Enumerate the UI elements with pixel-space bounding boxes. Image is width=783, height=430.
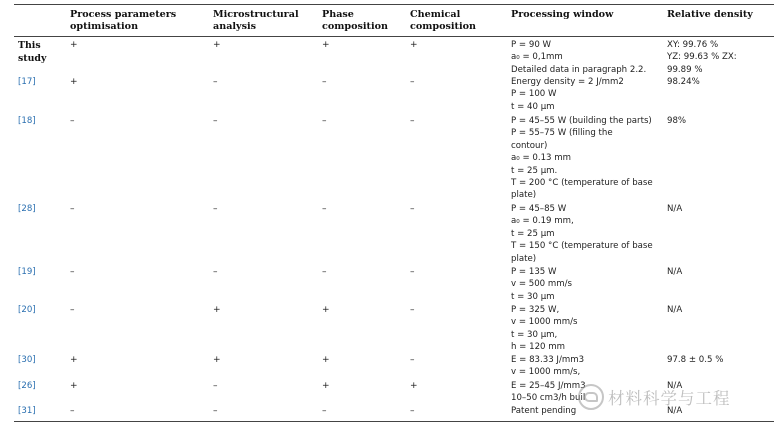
row-ref-link[interactable]: [31] [18,406,36,416]
processing-window-line: P = 135 W [511,267,557,277]
processing-window-line: a₀ = 0.13 mm [511,153,571,164]
row-ref-link[interactable]: [18] [18,116,36,126]
processing-window-line: t = 30 µm [511,291,555,302]
row-ref-link[interactable]: [30] [18,355,36,365]
row-c2-mark: – [213,267,218,277]
table-bottom-rule [14,421,774,422]
row-ref-link[interactable]: [19] [18,267,36,277]
relative-density-value: N/A [667,204,683,214]
row-c2-mark: – [213,406,218,416]
row-ref-link[interactable]: [20] [18,305,36,315]
header-chemical: Chemical composition [410,9,476,32]
row-c2-mark: + [213,40,221,50]
processing-window-line: v = 1000 mm/s [511,317,578,328]
processing-window-line: T = 150 °C (temperature of base [511,241,653,252]
row-c4-mark: – [410,116,415,126]
relative-density-value: N/A [667,381,683,391]
row-c1-mark: + [70,355,78,365]
processing-window-line: t = 30 µm, [511,329,558,340]
row-c3-mark: + [322,40,330,50]
processing-window-line: t = 25 µm. [511,165,558,176]
processing-window-line: E = 83.33 J/mm3 [511,355,585,365]
row-c2-mark: + [213,355,221,365]
row-c3-mark: + [322,381,330,391]
row-c1-mark: – [70,204,75,214]
row-c4-mark: – [410,204,415,214]
processing-window-line: P = 45–85 W [511,204,567,214]
processing-window-line: a₀ = 0,1mm [511,52,563,63]
relative-density-value: 99.89 % [667,64,703,75]
row-c4-mark: – [410,355,415,365]
row-c4-mark: + [410,381,418,391]
processing-window-line: P = 325 W, [511,305,560,315]
table-top-rule [14,4,774,5]
relative-density-value: YZ: 99.63 % ZX: [667,52,737,63]
row-c2-mark: – [213,77,218,87]
row-ref-link[interactable]: [26] [18,381,36,391]
row-c4-mark: + [410,40,418,50]
row-c3-mark: – [322,267,327,277]
row-c4-mark: – [410,77,415,87]
row-c1-mark: + [70,381,78,391]
relative-density-value: N/A [667,267,683,277]
header-processing-window: Processing window [511,9,614,20]
header-microstructural: Microstructural analysis [213,9,299,32]
processing-window-line: E = 25–45 J/mm3 [511,381,586,391]
processing-window-line: h = 120 mm [511,342,565,353]
processing-window-line: t = 25 µm [511,228,555,239]
processing-window-line: 10–50 cm3/h buil [511,393,586,404]
processing-window-line: P = 55–75 W (filling the [511,128,613,139]
row-c3-mark: – [322,406,327,416]
watermark-text: 材料科学与工程 [608,389,731,408]
header-relative-density: Relative density [667,9,753,20]
row-c3-mark: – [322,77,327,87]
processing-window-line: Energy density = 2 J/mm2 [511,77,624,87]
relative-density-value: 97.8 ± 0.5 % [667,355,724,365]
row-c2-mark: – [213,204,218,214]
row-c3-mark: + [322,355,330,365]
row-ref-link[interactable]: [28] [18,204,36,214]
processing-window-line: contour) [511,140,548,151]
processing-window-line: T = 200 °C (temperature of base [511,178,653,188]
row-c3-mark: – [322,116,327,126]
processing-window-line: a₀ = 0.19 mm, [511,216,574,227]
row-ref-this-study: This study [18,40,47,64]
row-c1-mark: – [70,267,75,277]
row-c3-mark: + [322,305,330,315]
row-c2-mark: – [213,116,218,126]
row-c4-mark: – [410,267,415,277]
row-c1-mark: – [70,305,75,315]
row-c4-mark: – [410,305,415,315]
relative-density-value: 98% [667,116,687,126]
row-c1-mark: + [70,40,78,50]
row-c2-mark: + [213,305,221,315]
row-c1-mark: + [70,77,78,87]
processing-window-line: Detailed data in paragraph 2.2. [511,64,647,75]
relative-density-value: 98.24% [667,77,700,87]
processing-window-line: P = 45–55 W (building the parts) [511,116,652,126]
processing-window-line: plate) [511,190,537,201]
processing-window-line: plate) [511,253,537,264]
row-ref-link[interactable]: [17] [18,77,36,87]
wechat-icon [578,384,604,410]
row-c1-mark: – [70,406,75,416]
relative-density-value: N/A [667,305,683,315]
relative-density-value: XY: 99.76 % [667,40,719,50]
watermark [578,384,731,410]
processing-window-line: Patent pending [511,406,577,416]
processing-window-line: t = 40 µm [511,101,555,112]
relative-density-value: N/A [667,406,683,416]
row-c3-mark: – [322,204,327,214]
row-c2-mark: – [213,381,218,391]
header-process-parameters: Process parameters optimisation [70,9,177,32]
row-c1-mark: – [70,116,75,126]
processing-window-line: P = 100 W [511,89,557,100]
header-phase: Phase composition [322,9,388,32]
processing-window-line: v = 500 mm/s [511,279,572,290]
header-bottom-rule [14,36,774,37]
processing-window-line: P = 90 W [511,40,552,50]
processing-window-line: v = 1000 mm/s, [511,367,581,378]
row-c4-mark: – [410,406,415,416]
